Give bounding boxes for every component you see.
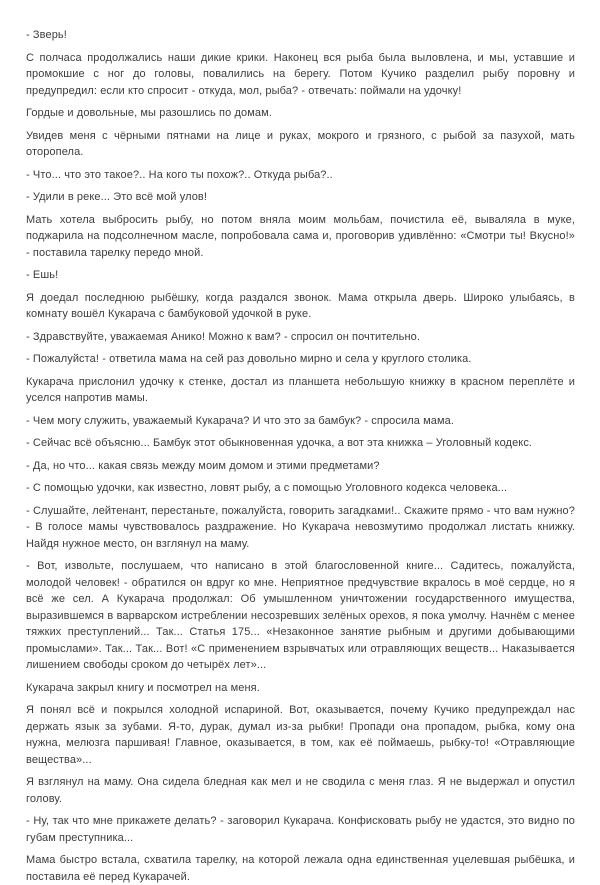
paragraph: - Пожалуйста! - ответила мама на сей раз довольно мирно и села у круглого столика. [26, 353, 472, 365]
paragraph: Я взглянул на маму. Она сидела бледная как мел и не сводила с меня глаз. Я не выдержал и опустил голову. [26, 776, 575, 805]
paragraph: - Ешь! [26, 269, 59, 281]
paragraph: - Зверь! [26, 29, 67, 41]
paragraph: - Здравствуйте, уважаемая Анико! Можно к вам? - спросил он почтительно. [26, 330, 421, 343]
paragraph: Мама быстро встала, схватила тарелку, на которой лежала одна единственная уцелевшая рыбёшка, и поставила её перед Кукарачей. [26, 854, 575, 883]
paragraph: Гордые и довольные, мы разошлись по домам. [26, 107, 272, 119]
paragraph: Увидев меня с чёрными пятнами на лице и руках, мокрого и грязного, с рыбой за пазухой, мать оторопела. [26, 129, 575, 158]
paragraph: Кукарача закрыл книгу и посмотрел на меня. [26, 681, 260, 694]
paragraph: - Вот, извольте, послушаем, что написано в этой благословенной книге... Садитесь, пожалуйста, молодой человек! - обратился он вдруг ко мне. Неприятное предчувствие вкралось в моё сердце, но я всё же сел. А Кукарача продолжал: Об умышленном уничтожении государственного имущества, выразившемся в варварском истреблении несозревших зелёных орехов, я пока умолчу. Начнём с менее тяжких преступлений... Так... Статья 175... «Незаконное занятие рыбным и другими добывающими промыслами». Так... Так... Вот! «С применением взрывчатых или отравляющих веществ... Наказывается лишением свободы сроком до четырёх лет»... [26, 560, 575, 671]
paragraph: - Что... что это такое?.. На кого ты похож?.. Откуда рыба?.. [26, 168, 333, 181]
paragraph: - С помощью удочки, как известно, ловят рыбу, а с помощью Уголовного кодекса человека... [26, 482, 508, 494]
paragraph: Я понял всё и покрылся холодной испариной. Вот, оказывается, почему Кучико предупреждал нас держать язык за зубами. Я-то, дурак, думал из-за рыбки! Пропади она пропадом, рыбка, кому она нужна, мелюзга паршивая! Главное, оказывается, в том, как её поймаешь, рыбку-то! «Отравляющие вещества»... [26, 704, 575, 766]
paragraph: Кукарача прислонил удочку к стенке, достал из планшета небольшую книжку в красном переплёте и уселся напротив мамы. [26, 375, 575, 404]
paragraph: Я доедал последнюю рыбёшку, когда раздался звонок. Мама открыла дверь. Широко улыбаясь, в комнату вошёл Кукарача с бамбуковой удочкой в руке. [26, 291, 575, 320]
paragraph: - Да, но что... какая связь между моим домом и этими предметами? [26, 459, 380, 472]
paragraph: - Чем могу служить, уважаемый Кукарача? И что это за бамбук? - спросила мама. [26, 414, 455, 427]
paragraph: - Удили в реке... Это всё мой улов! [26, 191, 208, 203]
paragraph: - Сейчас всё объясню... Бамбук этот обыкновенная удочка, а вот эта книжка – Уголовный кодекс. [26, 437, 533, 449]
paragraph: С полчаса продолжались наши дикие крики. Наконец вся рыба была выловлена, и мы, уставшие и промокшие с ног до головы, повалились на берегу. Потом Кучико разделил рыбу поровну и предупредил: если кто спросит - откуда, мол, рыба? - отвечать: поймали на удочку! [26, 51, 575, 97]
paragraph: - Слушайте, лейтенант, перестаньте, пожалуйста, говорить загадками!.. Скажите прямо - что вам нужно? - В голосе мамы чувствовалось раздражение. Но Кукарача невозмутимо продолжал листать книжку. Найдя нужное место, он взглянул на маму. [26, 504, 575, 550]
text-content [26, 27, 575, 885]
paragraph: Мать хотела выбросить рыбу, но потом вняла моим мольбам, почистила её, вываляла в муке, поджарила на подсолнечном масле, попробовала сама и, проговорив удивлённо: «Смотри ты! Вкусно!» - поставила тарелку передо мной. [26, 213, 575, 259]
paragraph: - Ну, так что мне прикажете делать? - заговорил Кукарача. Конфисковать рыбу не удастся, это видно по губам преступника... [26, 815, 575, 844]
